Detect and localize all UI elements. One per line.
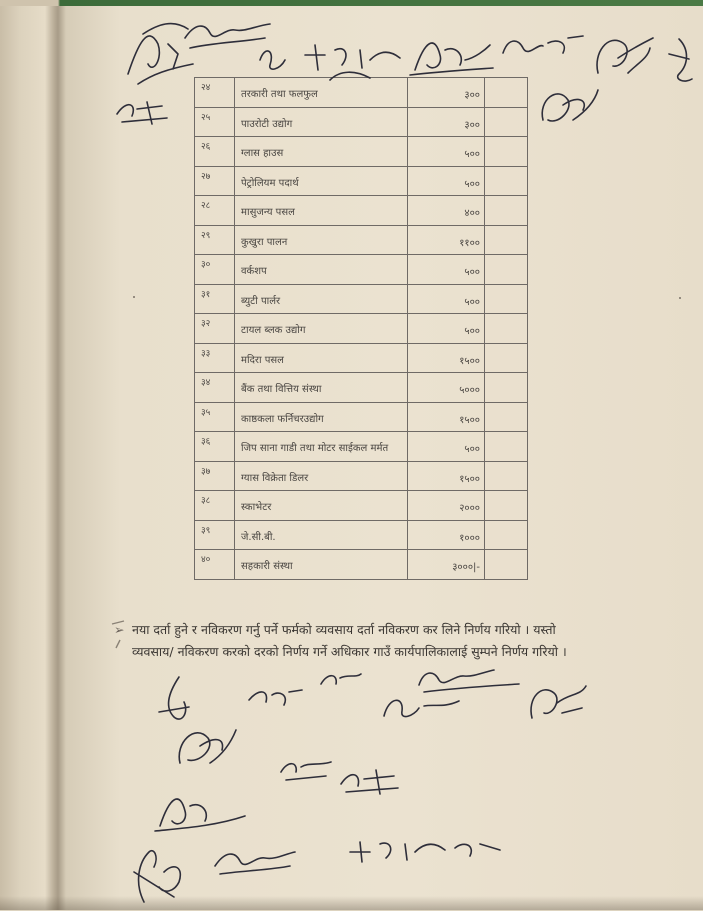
row-business-type: काष्ठकला फर्निचरउद्योग [235,402,408,432]
row-serial-number: ४० [195,550,235,580]
resolution-line-1-text: नया दर्ता हुने र नविकरण गर्नु पर्ने फर्मको व्यवसाय दर्ता नविकरण कर लिने निर्णय गरियो । यस्तो [132,622,556,637]
row-business-type: पाउरोटी उद्योग [235,107,408,137]
row-fee-amount: १५०० [408,402,485,432]
row-serial-number: ३२ [195,314,235,344]
row-business-type: जिप साना गाडी तथा मोटर साईकल मर्मत [235,432,408,462]
arrow-bullet-icon: ➢ [114,622,125,637]
row-business-type: जे.सी.बी. [235,520,408,550]
row-serial-number: २८ [195,196,235,226]
row-serial-number: २५ [195,107,235,137]
row-business-type: तरकारी तथा फलफुल [235,78,408,108]
row-serial-number: ३५ [195,402,235,432]
page-bottom-edge [0,896,703,910]
row-serial-number: २७ [195,166,235,196]
row-fee-amount: ३०० [408,78,485,108]
row-business-type: स्काभेटर [235,491,408,521]
row-fee-amount: ५०० [408,137,485,167]
row-business-type: ग्यास विक्रेता डिलर [235,461,408,491]
row-business-type: ब्युटी पार्लर [235,284,408,314]
row-fee-amount: ४०० [408,196,485,226]
row-serial-number: २६ [195,137,235,167]
row-serial-number: ३४ [195,373,235,403]
row-serial-number: ३९ [195,520,235,550]
row-serial-number: २९ [195,225,235,255]
row-business-type: वर्कशप [235,255,408,285]
row-serial-number: ३० [195,255,235,285]
row-fee-amount: ५००० [408,373,485,403]
row-fee-amount: ३०००|- [408,550,485,580]
row-serial-number: ३८ [195,491,235,521]
row-fee-amount: ५०० [408,314,485,344]
row-fee-amount: १५०० [408,461,485,491]
row-fee-amount: २००० [408,491,485,521]
row-serial-number: ३७ [195,461,235,491]
resolution-line-2: व्यवसाय/ नविकरण करको दरको निर्णय गर्ने अधिकार गाउँ कार्यपालिकालाई सुम्पने निर्णय गरियो । [132,644,567,659]
row-business-type: ग्लास हाउस [235,137,408,167]
row-fee-amount: ३०० [408,107,485,137]
row-fee-amount: ५०० [408,166,485,196]
row-business-type: बैंक तथा वित्तिय संस्था [235,373,408,403]
row-serial-number: ३१ [195,284,235,314]
row-serial-number: २४ [195,78,235,108]
row-business-type: सहकारी संस्था [235,550,408,580]
row-serial-number: ३३ [195,343,235,373]
row-business-type: टायल ब्लक उद्योग [235,314,408,344]
row-fee-amount: १००० [408,520,485,550]
row-business-type: मदिरा पसल [235,343,408,373]
row-business-type: कुखुरा पालन [235,225,408,255]
row-fee-amount: ५०० [408,255,485,285]
row-fee-amount: ११०० [408,225,485,255]
row-fee-amount: ५०० [408,432,485,462]
row-fee-amount: १५०० [408,343,485,373]
row-business-type: मासुजन्य पसल [235,196,408,226]
row-fee-amount: ५०० [408,284,485,314]
row-business-type: पेट्रोलियम पदार्थ [235,166,408,196]
row-serial-number: ३६ [195,432,235,462]
